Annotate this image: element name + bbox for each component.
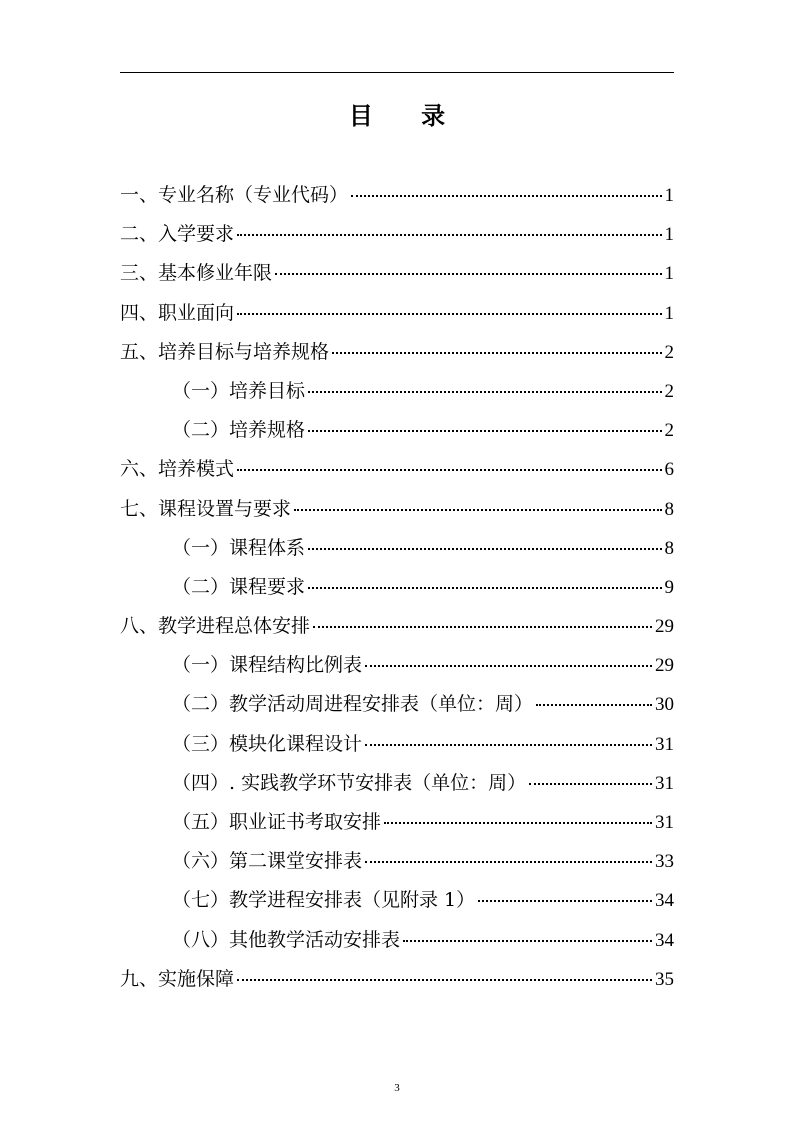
toc-entry-label: （二）培养规格 (172, 419, 306, 442)
toc-entry[interactable] (120, 254, 674, 293)
dot-leader (308, 542, 661, 550)
toc-subentry[interactable] (120, 411, 674, 450)
toc-entry-page: 6 (664, 459, 674, 481)
toc-entry-label: （二）课程要求 (172, 575, 306, 598)
page-number: 3 (394, 1082, 400, 1094)
toc-subentry[interactable] (120, 372, 674, 411)
toc-entry-label: （五）职业证书考取安排 (172, 811, 382, 833)
dot-leader (308, 385, 661, 393)
toc-entry-page: 31 (655, 812, 674, 833)
dot-leader (365, 659, 652, 667)
toc-subentry[interactable] (120, 725, 674, 764)
toc-entry-label: （三）模块化课程设计 (172, 732, 363, 755)
toc-subentry[interactable] (120, 685, 674, 724)
toc-entry-page: 34 (655, 929, 674, 951)
toc-entry-label: 五、培养目标与培养规格 (120, 340, 330, 363)
toc-entry-label: 三、基本修业年限 (120, 262, 273, 285)
toc-entry-page: 1 (664, 263, 674, 285)
toc-entry-page: 29 (655, 616, 674, 638)
toc-entry-page: 30 (655, 694, 674, 716)
toc-entry-label: 六、培养模式 (120, 458, 235, 481)
toc-entry-label: （八）其他教学活动安排表 (172, 928, 401, 951)
toc-entry-label: （一）培养目标 (172, 379, 306, 402)
toc-entry-page: 35 (655, 968, 674, 990)
dot-leader (403, 934, 652, 942)
dot-leader (237, 228, 661, 236)
header-rule (120, 72, 674, 73)
toc-entry-page: 2 (664, 420, 674, 442)
toc-subentry[interactable] (120, 568, 674, 607)
toc-entry[interactable] (120, 333, 674, 372)
toc-entry-label: 一、专业名称（专业代码） (120, 184, 349, 206)
toc-entry-page: 9 (664, 576, 674, 598)
toc-entry-page: 2 (664, 380, 674, 402)
toc-subentry[interactable] (120, 803, 674, 842)
toc-entry-label: 七、课程设置与要求 (120, 497, 292, 520)
toc-entry[interactable] (120, 450, 674, 489)
toc-entry-label: （一）课程体系 (172, 536, 306, 559)
dot-leader (529, 777, 652, 785)
dot-leader (313, 620, 652, 628)
toc-entry-label: （七）教学进程安排表（见附录 1） (172, 889, 476, 912)
toc-entry[interactable] (120, 490, 674, 529)
dot-leader (332, 346, 661, 354)
toc-entry-label: （二）教学活动周进程安排表（单位：周） (172, 693, 534, 716)
toc-entry[interactable] (120, 960, 674, 999)
dot-leader (384, 816, 652, 824)
dot-leader (351, 189, 661, 197)
toc-entry-label: 四、职业面向 (120, 301, 235, 324)
toc-entry-label: 八、教学进程总体安排 (120, 615, 311, 638)
toc-entry-label: （四）. 实践教学环节安排表（单位：周） (172, 771, 527, 794)
toc-entry-page: 31 (655, 733, 674, 755)
toc-subentry[interactable] (120, 881, 674, 920)
toc-title: 目 录 (348, 102, 466, 130)
toc-subentry[interactable] (120, 921, 674, 960)
toc-entry-label: 九、实施保障 (120, 967, 235, 990)
toc-entry-page: 1 (664, 302, 674, 324)
toc-entry[interactable] (120, 607, 674, 646)
toc-subentry[interactable] (120, 842, 674, 881)
dot-leader (308, 424, 661, 432)
dot-leader (365, 738, 652, 746)
toc-entry-page: 33 (655, 851, 674, 873)
toc-entry-page: 8 (664, 537, 674, 559)
toc-subentry[interactable] (120, 646, 674, 685)
dot-leader (478, 894, 652, 902)
dot-leader (308, 581, 661, 589)
table-of-contents (120, 176, 674, 999)
toc-entry[interactable] (120, 176, 674, 215)
toc-subentry[interactable] (120, 529, 674, 568)
dot-leader (536, 698, 652, 706)
toc-entry-page: 8 (664, 498, 674, 520)
dot-leader (237, 307, 661, 315)
dot-leader (275, 267, 661, 275)
toc-entry-page: 34 (655, 890, 674, 912)
toc-entry-label: （六）第二课堂安排表 (172, 850, 363, 873)
toc-entry-page: 2 (664, 341, 674, 363)
dot-leader (365, 855, 652, 863)
toc-entry-page: 29 (655, 655, 674, 677)
toc-entry[interactable] (120, 294, 674, 333)
dot-leader (237, 463, 661, 471)
toc-subentry[interactable] (120, 764, 674, 803)
toc-entry-label: （一）课程结构比例表 (172, 654, 363, 677)
toc-entry[interactable] (120, 215, 674, 254)
toc-entry-page: 31 (655, 772, 674, 794)
toc-entry-page: 1 (664, 185, 674, 206)
dot-leader (294, 503, 661, 511)
toc-entry-page: 1 (664, 224, 674, 246)
toc-entry-label: 二、入学要求 (120, 223, 235, 246)
dot-leader (237, 973, 652, 981)
